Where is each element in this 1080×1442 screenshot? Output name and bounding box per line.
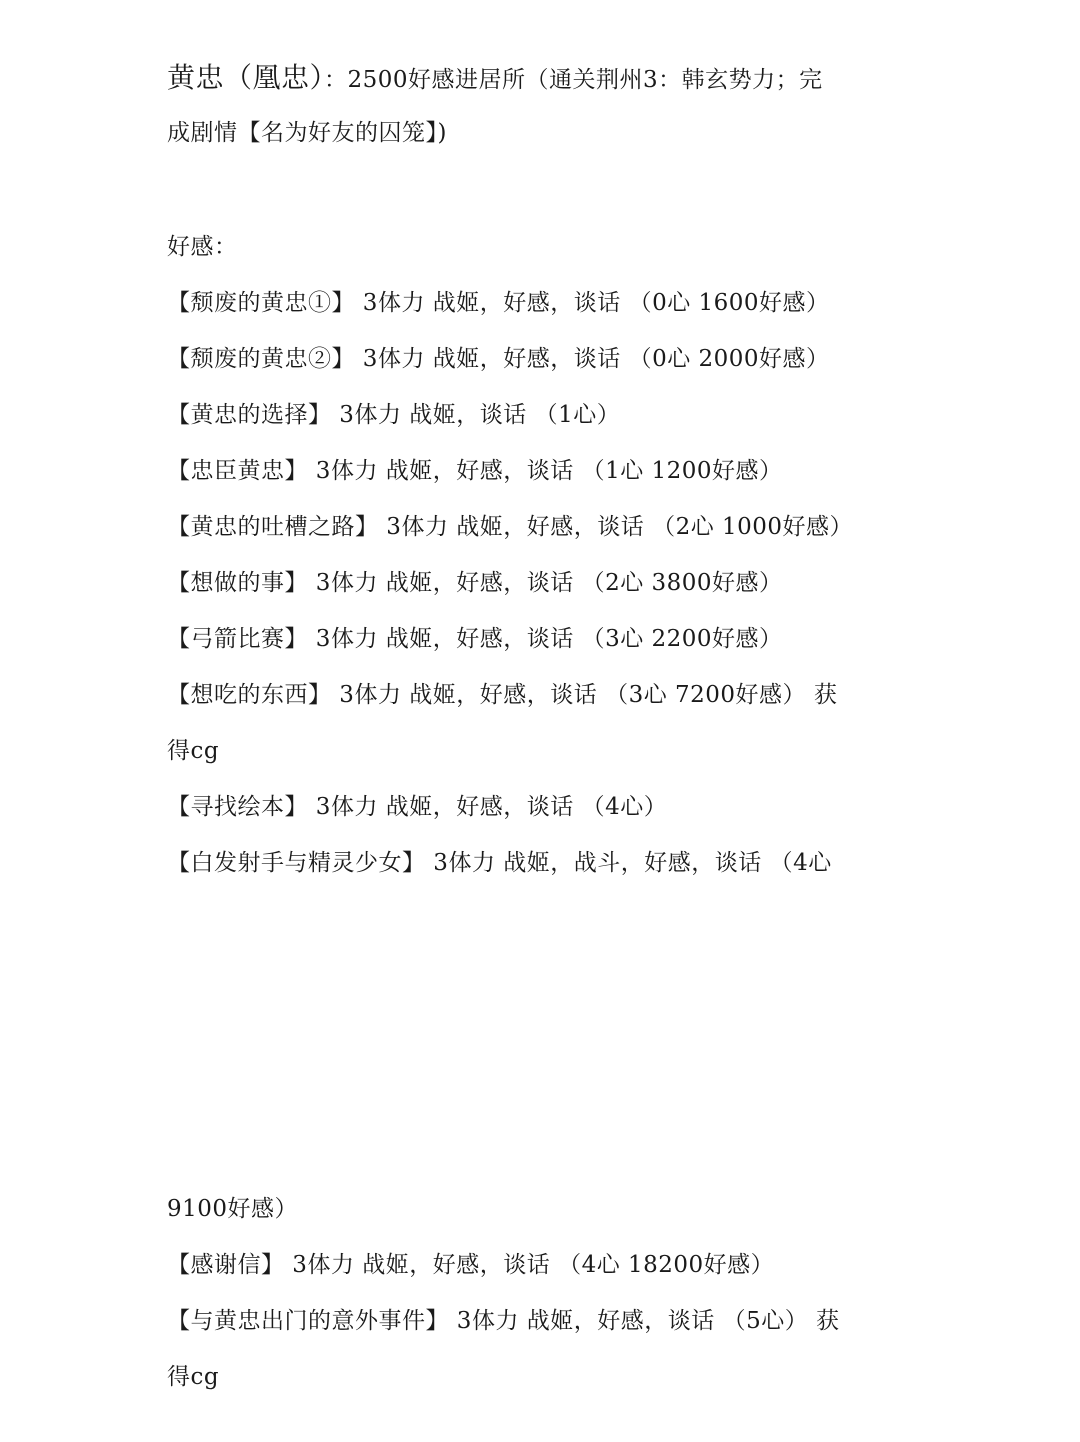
event-line: 【弓箭比赛】 3体力 战姬，好感，谈话 （3心 2200好感） (167, 626, 783, 652)
unlock-condition: ：2500好感进居所（通关荆州3：韩玄势力；完 (324, 67, 823, 93)
event-line: 【忠臣黄忠】 3体力 战姬，好感，谈话 （1心 1200好感） (167, 458, 783, 484)
event-line: 【想做的事】 3体力 战姬，好感，谈话 （2心 3800好感） (167, 570, 783, 596)
character-name: 黄忠（凰忠） (167, 61, 325, 94)
section-title: 好感： (167, 234, 238, 260)
event-line: 【颓废的黄忠②】 3体力 战姬，好感，谈话 （0心 2000好感） (167, 346, 830, 372)
event-line: 【想吃的东西】 3体力 战姬，好感，谈话 （3心 7200好感） 获 (167, 682, 838, 708)
event-line-cont: 得cg (167, 738, 220, 764)
unlock-condition-cont: 成剧情【名为好友的囚笼】) (167, 120, 447, 146)
event-line: 【与黄忠出门的意外事件】 3体力 战姬，好感，谈话 （5心） 获 (167, 1308, 840, 1334)
event-line: 【感谢信】 3体力 战姬，好感，谈话 （4心 18200好感） (167, 1252, 775, 1278)
event-line-cont: 9100好感） (167, 1196, 299, 1222)
event-line: 【白发射手与精灵少女】 3体力 战姬，战斗，好感，谈话 （4心 (167, 850, 832, 876)
event-line: 【黄忠的吐槽之路】 3体力 战姬，好感，谈话 （2心 1000好感） (167, 514, 854, 540)
event-line: 【颓废的黄忠①】 3体力 战姬，好感，谈话 （0心 1600好感） (167, 290, 830, 316)
character-heading (167, 61, 823, 97)
event-line-cont: 得cg (167, 1364, 220, 1390)
event-line: 【寻找绘本】 3体力 战姬，好感，谈话 （4心） (167, 794, 668, 820)
event-line: 【黄忠的选择】 3体力 战姬，谈话 （1心） (167, 402, 621, 428)
